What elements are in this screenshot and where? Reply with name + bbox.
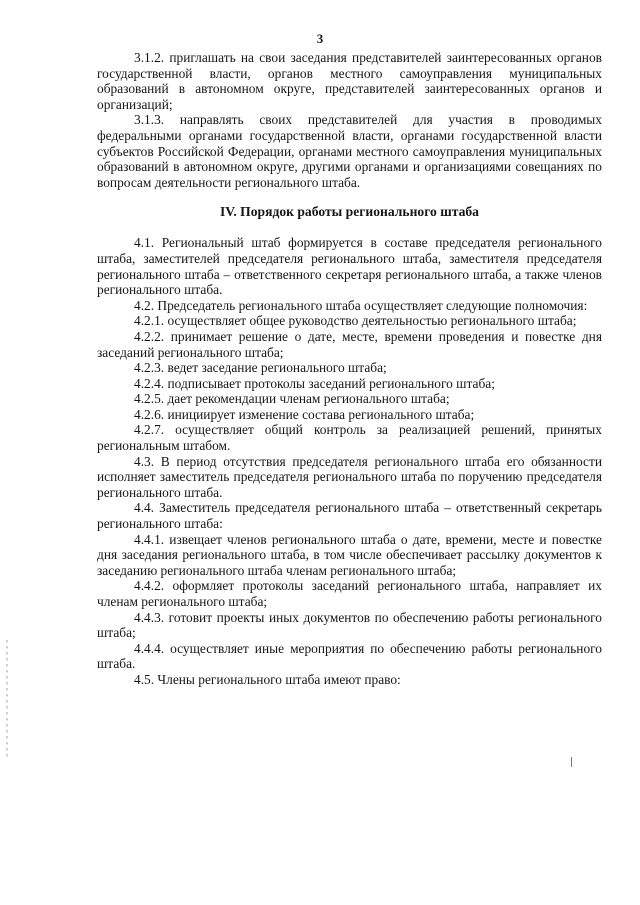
clause-3-1-2: 3.1.2. приглашать на свои заседания представителей заинтересованных органов государственной власти, органов местного самоуправления муниципальных образований в автономном округе, представителей заинтересованных органов и организаций;	[97, 50, 602, 112]
clause-4-2-5: 4.2.5. дает рекомендации членам регионального штаба;	[134, 391, 450, 407]
clause-4-5: 4.5. Члены регионального штаба имеют право:	[134, 671, 401, 687]
document-body	[97, 50, 602, 688]
clause-4-4-3: 4.4.3. готовит проекты иных документов по обеспечению работы регионального штаба;	[97, 609, 602, 641]
scan-margin-dots	[6, 640, 8, 760]
clause-4-2-4: 4.2.4. подписывает протоколы заседаний регионального штаба;	[134, 375, 495, 391]
clause-4-2: 4.2. Председатель регионального штаба осуществляет следующие полномочия:	[134, 297, 588, 313]
clause-4-4-1: 4.4.1. извещает членов регионального штаба о дате, времени, месте и повестке дня заседания регионального штаба, в том числе обеспечивает рассылку документов к заседанию регионального штаба членам регионального штаба;	[97, 531, 602, 578]
clause-4-3: 4.3. В период отсутствия председателя регионального штаба его обязанности исполняет заместитель председателя регионального штаба по поручению председателя регионального штаба.	[97, 453, 602, 500]
clause-4-2-1: 4.2.1. осуществляет общее руководство деятельностью регионального штаба;	[134, 313, 577, 329]
clause-4-4-2: 4.4.2. оформляет протоколы заседаний регионального штаба, направляет их членам регионального штаба;	[97, 578, 602, 609]
clause-4-2-6: 4.2.6. инициирует изменение состава регионального штаба;	[134, 406, 475, 422]
clause-4-4: 4.4. Заместитель председателя регионального штаба – ответственный секретарь регионального штаба:	[97, 500, 602, 532]
clause-3-1-3: 3.1.3. направлять своих представителей для участия в проводимых федеральными органами государственной власти, органами государственной власти субъектов Российской Федерации, органами местного самоуправления муниципальных образований в автономном округе, другими органами и организациями совещаниях по вопросам деятельности регионального штаба.	[97, 112, 602, 190]
section-heading: IV. Порядок работы регионального штаба	[220, 204, 479, 220]
clause-4-2-2: 4.2.2. принимает решение о дате, месте, времени проведения и повестке дня заседаний регионального штаба;	[97, 328, 602, 360]
scan-mark	[571, 757, 572, 767]
clause-4-1: 4.1. Региональный штаб формируется в составе председателя регионального штаба, заместителей председателя регионального штаба, заместителя председателя регионального штаба – ответственного секретаря регионального штаба, а также членов регионального штаба.	[97, 235, 602, 298]
clause-4-2-7: 4.2.7. осуществляет общий контроль за реализацией решений, принятых региональным штабом.	[97, 422, 602, 454]
clause-4-2-3: 4.2.3. ведет заседание регионального штаба;	[134, 360, 387, 376]
clause-4-4-4: 4.4.4. осуществляет иные мероприятия по обеспечению работы регионального штаба.	[97, 640, 602, 672]
page-number: 3	[316, 31, 324, 46]
